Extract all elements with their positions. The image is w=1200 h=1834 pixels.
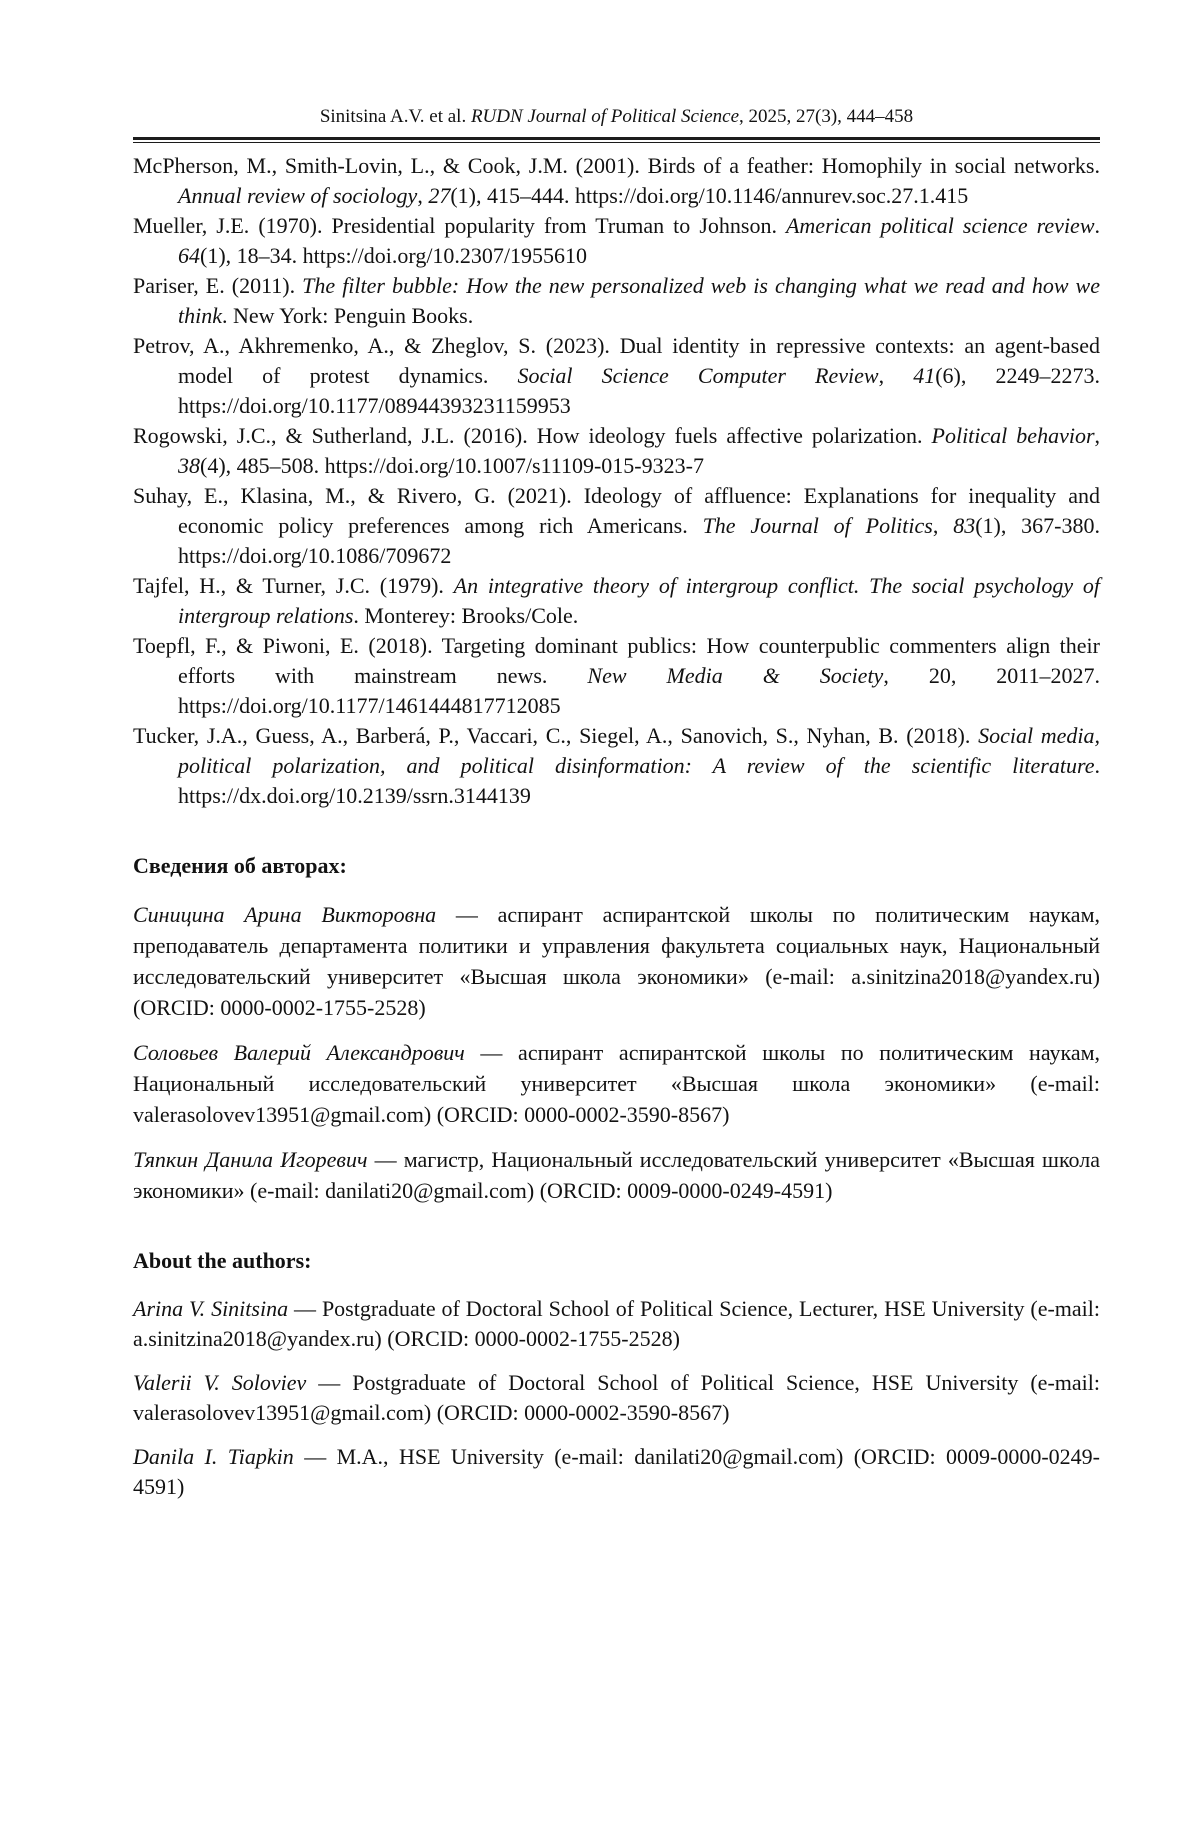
italic-text: New Media & Society (587, 663, 884, 688)
text: McPherson, M., Smith-Lovin, L., & Cook, J.M. (2001). Birds of a feather: Homophily in social networks. (133, 153, 1100, 178)
text: Petrov, A., Akhremenko, A., & Zheglov, S. (2023). Dual identity in repressive contexts: an agent-based model of protest dynamics. (133, 333, 1100, 388)
italic-text: Arina V. Sinitsina (133, 1296, 289, 1321)
italic-text: Political behavior (931, 423, 1095, 448)
text: (1), 18–34. https://doi.org/10.2307/1955610 (200, 243, 588, 268)
authors-en-heading: About the authors: (133, 1248, 312, 1273)
reference-entry (133, 331, 1100, 421)
authors-ru-section (133, 899, 1100, 1206)
text: . New York: Penguin Books. (222, 303, 474, 328)
italic-text: American political science review (785, 213, 1095, 238)
reference-entry (133, 721, 1100, 811)
authors-ru-heading: Сведения об авторах: (133, 853, 347, 878)
text: Pariser, E. (2011). (133, 273, 303, 298)
italic-text: Тяпкин Данила Игоревич (133, 1147, 368, 1172)
reference-entry (133, 571, 1100, 631)
italic-text: RUDN Journal of Political Science (470, 106, 740, 127)
text: , (417, 183, 429, 208)
text: — Postgraduate of Doctoral School of Political Science, Lecturer, HSE University (e-mail: a.sinitzina2018@yandex.ru) (ORCID: 0000-0002-1755-2528) (133, 1296, 1101, 1351)
text: — аспирант аспирантской школы по политическим наукам, преподаватель департамента политики и управления факультета социальных наук, Национальный исследовательский университет «Высшая школа экономики» (e-mail: a.sinitzina2018@yandex.ru) (ORCID: 0000-0002-1755-2528) (133, 902, 1100, 1020)
author-entry-en (133, 1442, 1100, 1502)
text: (6), 2249–2273. https://doi.org/10.1177/08944393231159953 (178, 363, 1100, 418)
italic-text: Social media, political polarization, and political disinformation: A review of the scientific literature (178, 723, 1100, 778)
text: , (878, 363, 914, 388)
text: Rogowski, J.C., & Sutherland, J.L. (2016). How ideology fuels affective polarization. (133, 423, 932, 448)
author-entry-ru (133, 899, 1100, 1023)
text: . (1094, 213, 1100, 238)
italic-text: Valerii V. Soloviev (133, 1370, 307, 1395)
italic-text: 41 (913, 363, 936, 388)
reference-entry (133, 481, 1100, 571)
text: . https://dx.doi.org/10.2139/ssrn.3144139 (178, 753, 1100, 808)
authors-en-section (133, 1294, 1100, 1502)
text: , 20, 2011–2027. https://doi.org/10.1177/1461444817712085 (178, 663, 1100, 718)
text: , (1094, 423, 1101, 448)
text: — M.A., HSE University (e-mail: danilati20@gmail.com) (ORCID: 0009-0000-0249-4591) (133, 1444, 1100, 1499)
text: (1), 367-380. https://doi.org/10.1086/709672 (178, 513, 1101, 568)
text: — аспирант аспирантской школы по политическим наукам, Национальный исследовательский университет «Высшая школа экономики» (e-mail: valerasolovev13951@gmail.com) (ORCID: 0000-0002-3590-8567) (133, 1040, 1101, 1127)
text: , (932, 513, 954, 538)
text: Tucker, J.A., Guess, A., Barberá, P., Vaccari, C., Siegel, A., Sanovich, S., Nyhan, B. (2018). (133, 723, 979, 748)
header-rule (133, 137, 1100, 143)
text: , 2025, 27(3), 444–458 (739, 106, 914, 127)
italic-text: 64 (178, 243, 200, 268)
italic-text: 27 (428, 183, 451, 208)
text: — магистр, Национальный исследовательский университет «Высшая школа экономики» (e-mail: danilati20@gmail.com) (ORCID: 0009-0000-0249-4591) (133, 1147, 1100, 1203)
text: — Postgraduate of Doctoral School of Political Science, HSE University (e-mail: valerasolovev13951@gmail.com) (ORCID: 0000-0002-3590-8567) (133, 1370, 1100, 1425)
text: Sinitsina A.V. et al. (319, 106, 471, 127)
italic-text: Annual review of sociology (178, 183, 418, 208)
reference-entry (133, 631, 1100, 721)
italic-text: An integrative theory of intergroup conflict. The social psychology of intergroup relations (178, 573, 1100, 628)
italic-text: 83 (953, 513, 976, 538)
italic-text: Синицина Арина Викторовна (133, 902, 437, 927)
author-entry-ru (133, 1037, 1100, 1130)
italic-text: Соловьев Валерий Александрович (133, 1040, 465, 1065)
reference-entry (133, 271, 1100, 331)
reference-entry (133, 211, 1100, 271)
author-entry-en (133, 1294, 1100, 1354)
running-head (133, 106, 1100, 143)
text: Mueller, J.E. (1970). Presidential popularity from Truman to Johnson. (133, 213, 786, 238)
journal-page (133, 0, 1100, 1516)
italic-text: The filter bubble: How the new personalized web is changing what we read and how we think (178, 273, 1100, 328)
italic-text: The Journal of Politics (702, 513, 933, 538)
italic-text: Danila I. Tiapkin (133, 1444, 294, 1469)
reference-entry (133, 421, 1100, 481)
reference-entry (133, 151, 1100, 211)
author-entry-ru (133, 1144, 1100, 1206)
text: . Monterey: Brooks/Cole. (353, 603, 579, 628)
author-entry-en (133, 1368, 1100, 1428)
running-head-text (133, 106, 1100, 128)
text: Tajfel, H., & Turner, J.C. (1979). (133, 573, 454, 598)
text: Toepfl, F., & Piwoni, E. (2018). Targeting dominant publics: How counterpublic commenters align their efforts with mainstream news. (133, 633, 1100, 688)
references-list (133, 151, 1100, 811)
text: Suhay, E., Klasina, M., & Rivero, G. (2021). Ideology of affluence: Explanations for inequality and economic policy preferences among rich Americans. (133, 483, 1100, 538)
text: (4), 485–508. https://doi.org/10.1007/s11109-015-9323-7 (200, 453, 704, 478)
italic-text: 38 (178, 453, 200, 478)
text: (1), 415–444. https://doi.org/10.1146/annurev.soc.27.1.415 (450, 183, 969, 208)
italic-text: Social Science Computer Review (517, 363, 879, 388)
